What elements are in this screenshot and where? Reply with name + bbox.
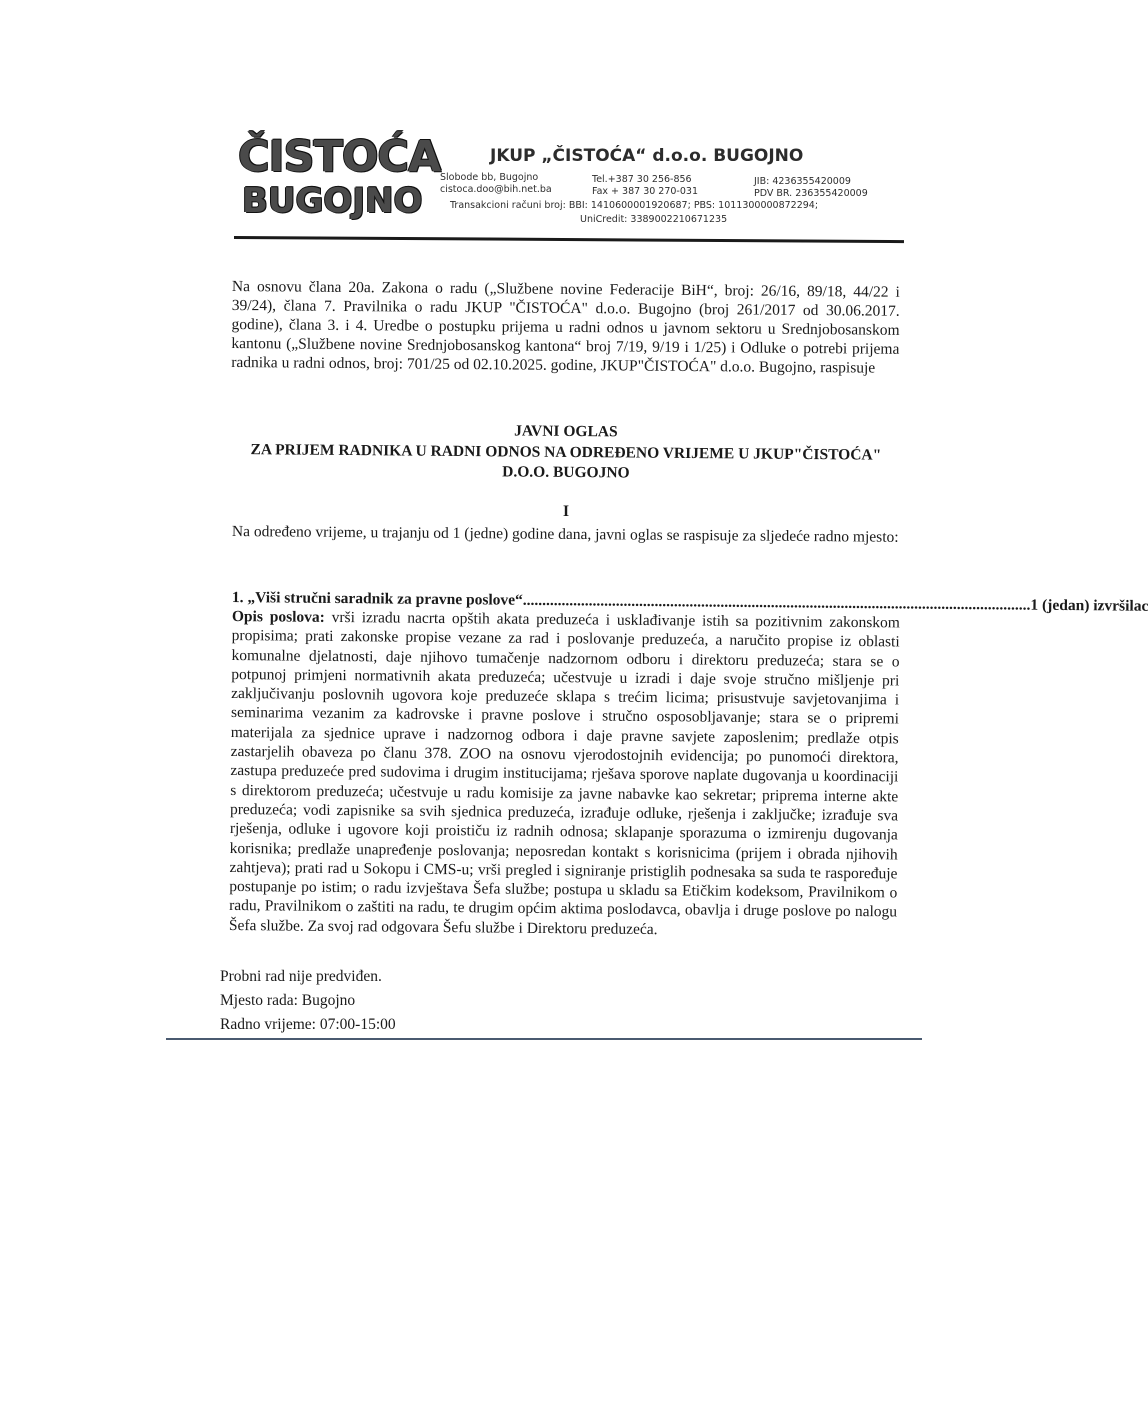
logo-text-bugojno: BUGOJNO xyxy=(242,181,423,221)
job-description-text: vrši izradu nacrta opštih akata preduzeća i usklađivanje istih sa pozitivnim zakonskom propisima; prati zakonske propise vezane za rad i poslovanje preduzeća, a naručito propise iz oblasti komunalne djelatnosti, daje njihovo tumačenje nadzornom odboru i direktoru preduzeća; stara se o potpunoj primjeni normativnih akata preduzeća; učestvuje u izradi i daje svoje stručno mišljenje pri zaključivanju poslovnih ugovora koje preduzeće sklapa s trećim licima; prisustvuje savjetovanjima i seminarima vezanim za kadrovske i pravne poslove i stručno osposobljavanje; stara se o pripremi materijala za sjednice uprave i nadzornog odbora i daje pravne savjete zaposlenim; predlaže otpis zastarjelih obaveza po članu 378. ZOO na osnovu vjerodostojnih evidencija; po punomoći direktora, zastupa preduzeće pred sudovima i drugim institucijama; rješava sporove naplate dugovanja u koordinaciji s direktorom preduzeća; učestvuje u radu komisije za javne nabavke kao sekretar; priprema interne akte preduzeća; vodi zapisnike sa svih sjednica preduzeća, izrađuje odluke, rješenja i zaključke; izrađuje sva rješenja, odluke i ugovore koji proističu iz radnih odnosa; sklapanje sporazuma o izmirenju dugovanja korisnika; predlaže unapređenje poslovanja; neposredan kontakt s korisnicima (prijem i obrada njihovih zahtjeva); prati rad u Sokopu i CMS-u; vrši pregled i signiranje pristiglih podnesaka sa suda te raspoređuje postupanje po istim; o radu izvještava Šefa službe; postupa u skladu sa Etičkim kodeksom, Pravilnikom o radu, Pravilnikom o zaštiti na radu, te drugim općim aktima poslodavca, obavlja i druge poslove po nalogu Šefa službe. Za svoj rad odgovara Šefu službe i Direktoru preduzeća. xyxy=(228,608,900,938)
position-count: 1 (jedan) izvršilac xyxy=(1030,596,1148,615)
document-title: JAVNI OGLAS xyxy=(514,422,618,441)
legal-basis-paragraph: Na osnovu člana 20a. Zakona o radu („Službene novine Federacije BiH“, broj: 26/16, 89/18, 44/22 i 39/24), člana 7. Pravilnika o radu JKUP "ČISTOĆA" d.o.o. Bugojno (broj 261/2017 od 30.06.2017. godine), člana 3. i 4. Uredbe o postupku prijema u radni odnos u javnom sektoru u Srednjobosanskom kantonu („Službene novine Srednjobosanskog kantona“ broj 7/19, 9/19 i 1/25) i Odluke o potrebi prijema radnika u radni odnos, broj: 701/25 od 02.10.2025. godine, JKUP"ČISTOĆA" d.o.o. Bugojno, raspisuje xyxy=(231,277,900,377)
bottom-divider xyxy=(166,1038,922,1040)
company-jib: JIB: 4236355420009 xyxy=(754,176,851,187)
company-pdv: PDV BR. 236355420009 xyxy=(754,188,868,199)
workplace-info: Mjesto rada: Bugojno xyxy=(220,992,356,1009)
document-subtitle: ZA PRIJEM RADNIKA U RADNI ODNOS NA ODREĐENO VRIJEME U JKUP"ČISTOĆA" xyxy=(250,441,882,464)
company-logo xyxy=(234,132,441,228)
document-subtitle-company: D.O.O. BUGOJNO xyxy=(502,463,630,482)
position-name: 1. „Viši stručni saradnik za pravne poslove“ xyxy=(231,588,523,609)
job-description-label: Opis poslova: xyxy=(231,607,325,626)
company-email: cistoca.doo@bih.net.ba xyxy=(440,184,552,195)
section-intro: Na određeno vrijeme, u trajanju od 1 (jedne) godine dana, javni oglas se raspisuje za sljedeće radno mjesto: xyxy=(231,522,899,546)
company-phone: Tel.+387 30 256-856 xyxy=(592,174,692,185)
bank-accounts: Transakcioni računi broj: BBI: 1410600001920687; PBS: 1011300000872294; xyxy=(450,200,819,211)
probation-info: Probni rad nije predviđen. xyxy=(220,968,382,985)
letterhead-divider xyxy=(234,236,904,243)
company-fax: Fax + 387 30 270-031 xyxy=(592,186,698,197)
position-leader-dots: ................................................................................................................................... xyxy=(522,591,1031,614)
working-hours-info: Radno vrijeme: 07:00-15:00 xyxy=(220,1016,396,1033)
section-number: I xyxy=(562,503,570,520)
company-name: JKUP „ČISTOĆA“ d.o.o. BUGOJNO xyxy=(490,146,804,166)
job-description xyxy=(229,607,900,941)
company-address: Slobode bb, Bugojno xyxy=(440,172,539,183)
logo-text-cistoca: ČISTOĆA xyxy=(238,132,441,182)
job-details xyxy=(220,965,396,1037)
letterhead xyxy=(234,132,906,244)
bank-account-unicredit: UniCredit: 3389002210671235 xyxy=(580,214,728,225)
